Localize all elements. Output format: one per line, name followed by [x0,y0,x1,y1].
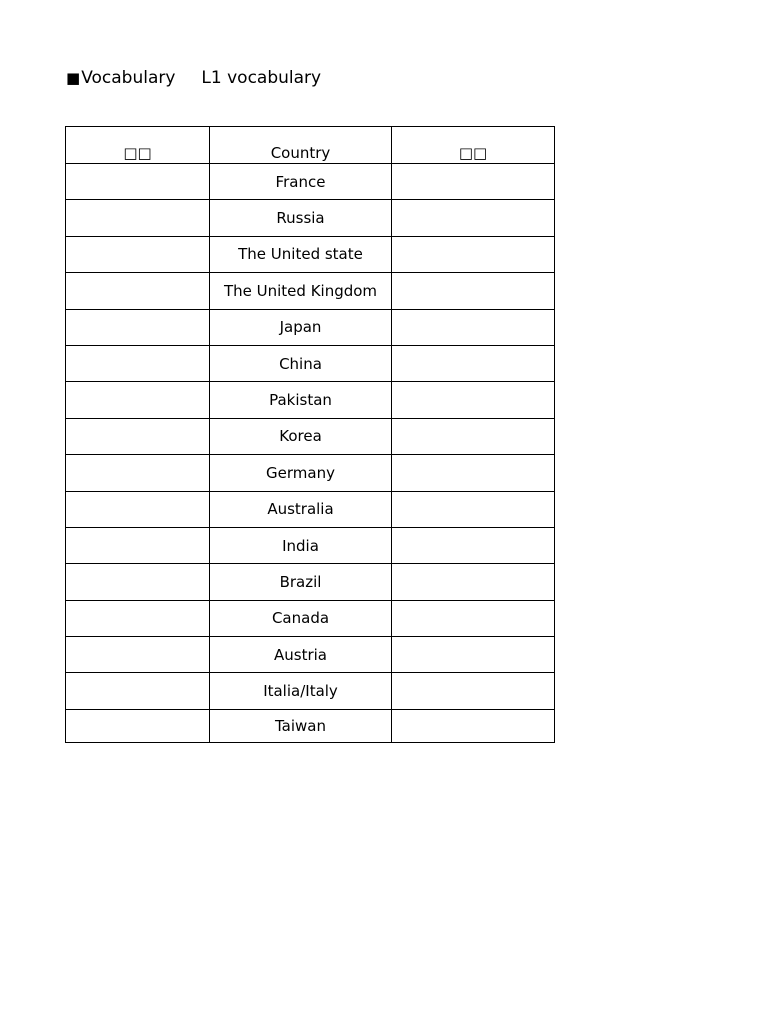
table-cell-right[interactable] [392,236,555,272]
table-cell-right[interactable] [392,709,555,742]
table-cell-country: Australia [210,491,392,527]
column-header-country: Country [210,127,392,164]
table-row [66,673,555,709]
table-cell-left[interactable] [66,673,210,709]
table-cell-left[interactable] [66,382,210,418]
table-cell-country: China [210,345,392,381]
table-cell-left[interactable] [66,164,210,200]
table-row [66,236,555,272]
table-cell-right[interactable] [392,673,555,709]
table-cell-country: Japan [210,309,392,345]
column-header-right: □□ [392,127,555,164]
table-row [66,164,555,200]
table-row [66,600,555,636]
column-header-left: □□ [66,127,210,164]
table-row [66,527,555,563]
table-cell-left[interactable] [66,637,210,673]
table-cell-left[interactable] [66,200,210,236]
table-row [66,273,555,309]
table-row [66,309,555,345]
heading-subtitle: L1 vocabulary [201,68,322,88]
table-cell-country: Brazil [210,564,392,600]
table-cell-country: Canada [210,600,392,636]
table-cell-right[interactable] [392,564,555,600]
table-header-row [66,127,555,164]
table-cell-left[interactable] [66,709,210,742]
table-cell-country: Korea [210,418,392,454]
table-row [66,637,555,673]
table-cell-country: Russia [210,200,392,236]
table-cell-country: Taiwan [210,709,392,742]
table-cell-country: Italia/Italy [210,673,392,709]
table-cell-left[interactable] [66,345,210,381]
table-cell-left[interactable] [66,309,210,345]
table-cell-right[interactable] [392,491,555,527]
table-cell-left[interactable] [66,491,210,527]
table-cell-country: The United Kingdom [210,273,392,309]
table-cell-left[interactable] [66,564,210,600]
table-row [66,491,555,527]
table-cell-country: The United state [210,236,392,272]
table-cell-right[interactable] [392,418,555,454]
table-row [66,455,555,491]
vocabulary-table [65,126,555,743]
table-cell-right[interactable] [392,309,555,345]
table-cell-country: France [210,164,392,200]
table-cell-country: Pakistan [210,382,392,418]
table-row [66,418,555,454]
table-cell-right[interactable] [392,273,555,309]
table-cell-country: India [210,527,392,563]
table-row [66,345,555,381]
table-row [66,200,555,236]
table-cell-right[interactable] [392,345,555,381]
table-row [66,564,555,600]
table-cell-right[interactable] [392,164,555,200]
table-cell-left[interactable] [66,455,210,491]
table-row [66,382,555,418]
table-cell-right[interactable] [392,637,555,673]
page-heading [66,67,321,89]
heading-title: Vocabulary [81,68,176,88]
square-bullet-icon: ■ [66,69,81,87]
table-cell-right[interactable] [392,455,555,491]
table-cell-left[interactable] [66,418,210,454]
table-cell-right[interactable] [392,200,555,236]
table-row [66,709,555,742]
table-cell-country: Austria [210,637,392,673]
table-cell-left[interactable] [66,273,210,309]
table-cell-right[interactable] [392,382,555,418]
table-cell-left[interactable] [66,600,210,636]
table-cell-right[interactable] [392,527,555,563]
table-cell-right[interactable] [392,600,555,636]
table-cell-left[interactable] [66,236,210,272]
table-cell-left[interactable] [66,527,210,563]
table-cell-country: Germany [210,455,392,491]
